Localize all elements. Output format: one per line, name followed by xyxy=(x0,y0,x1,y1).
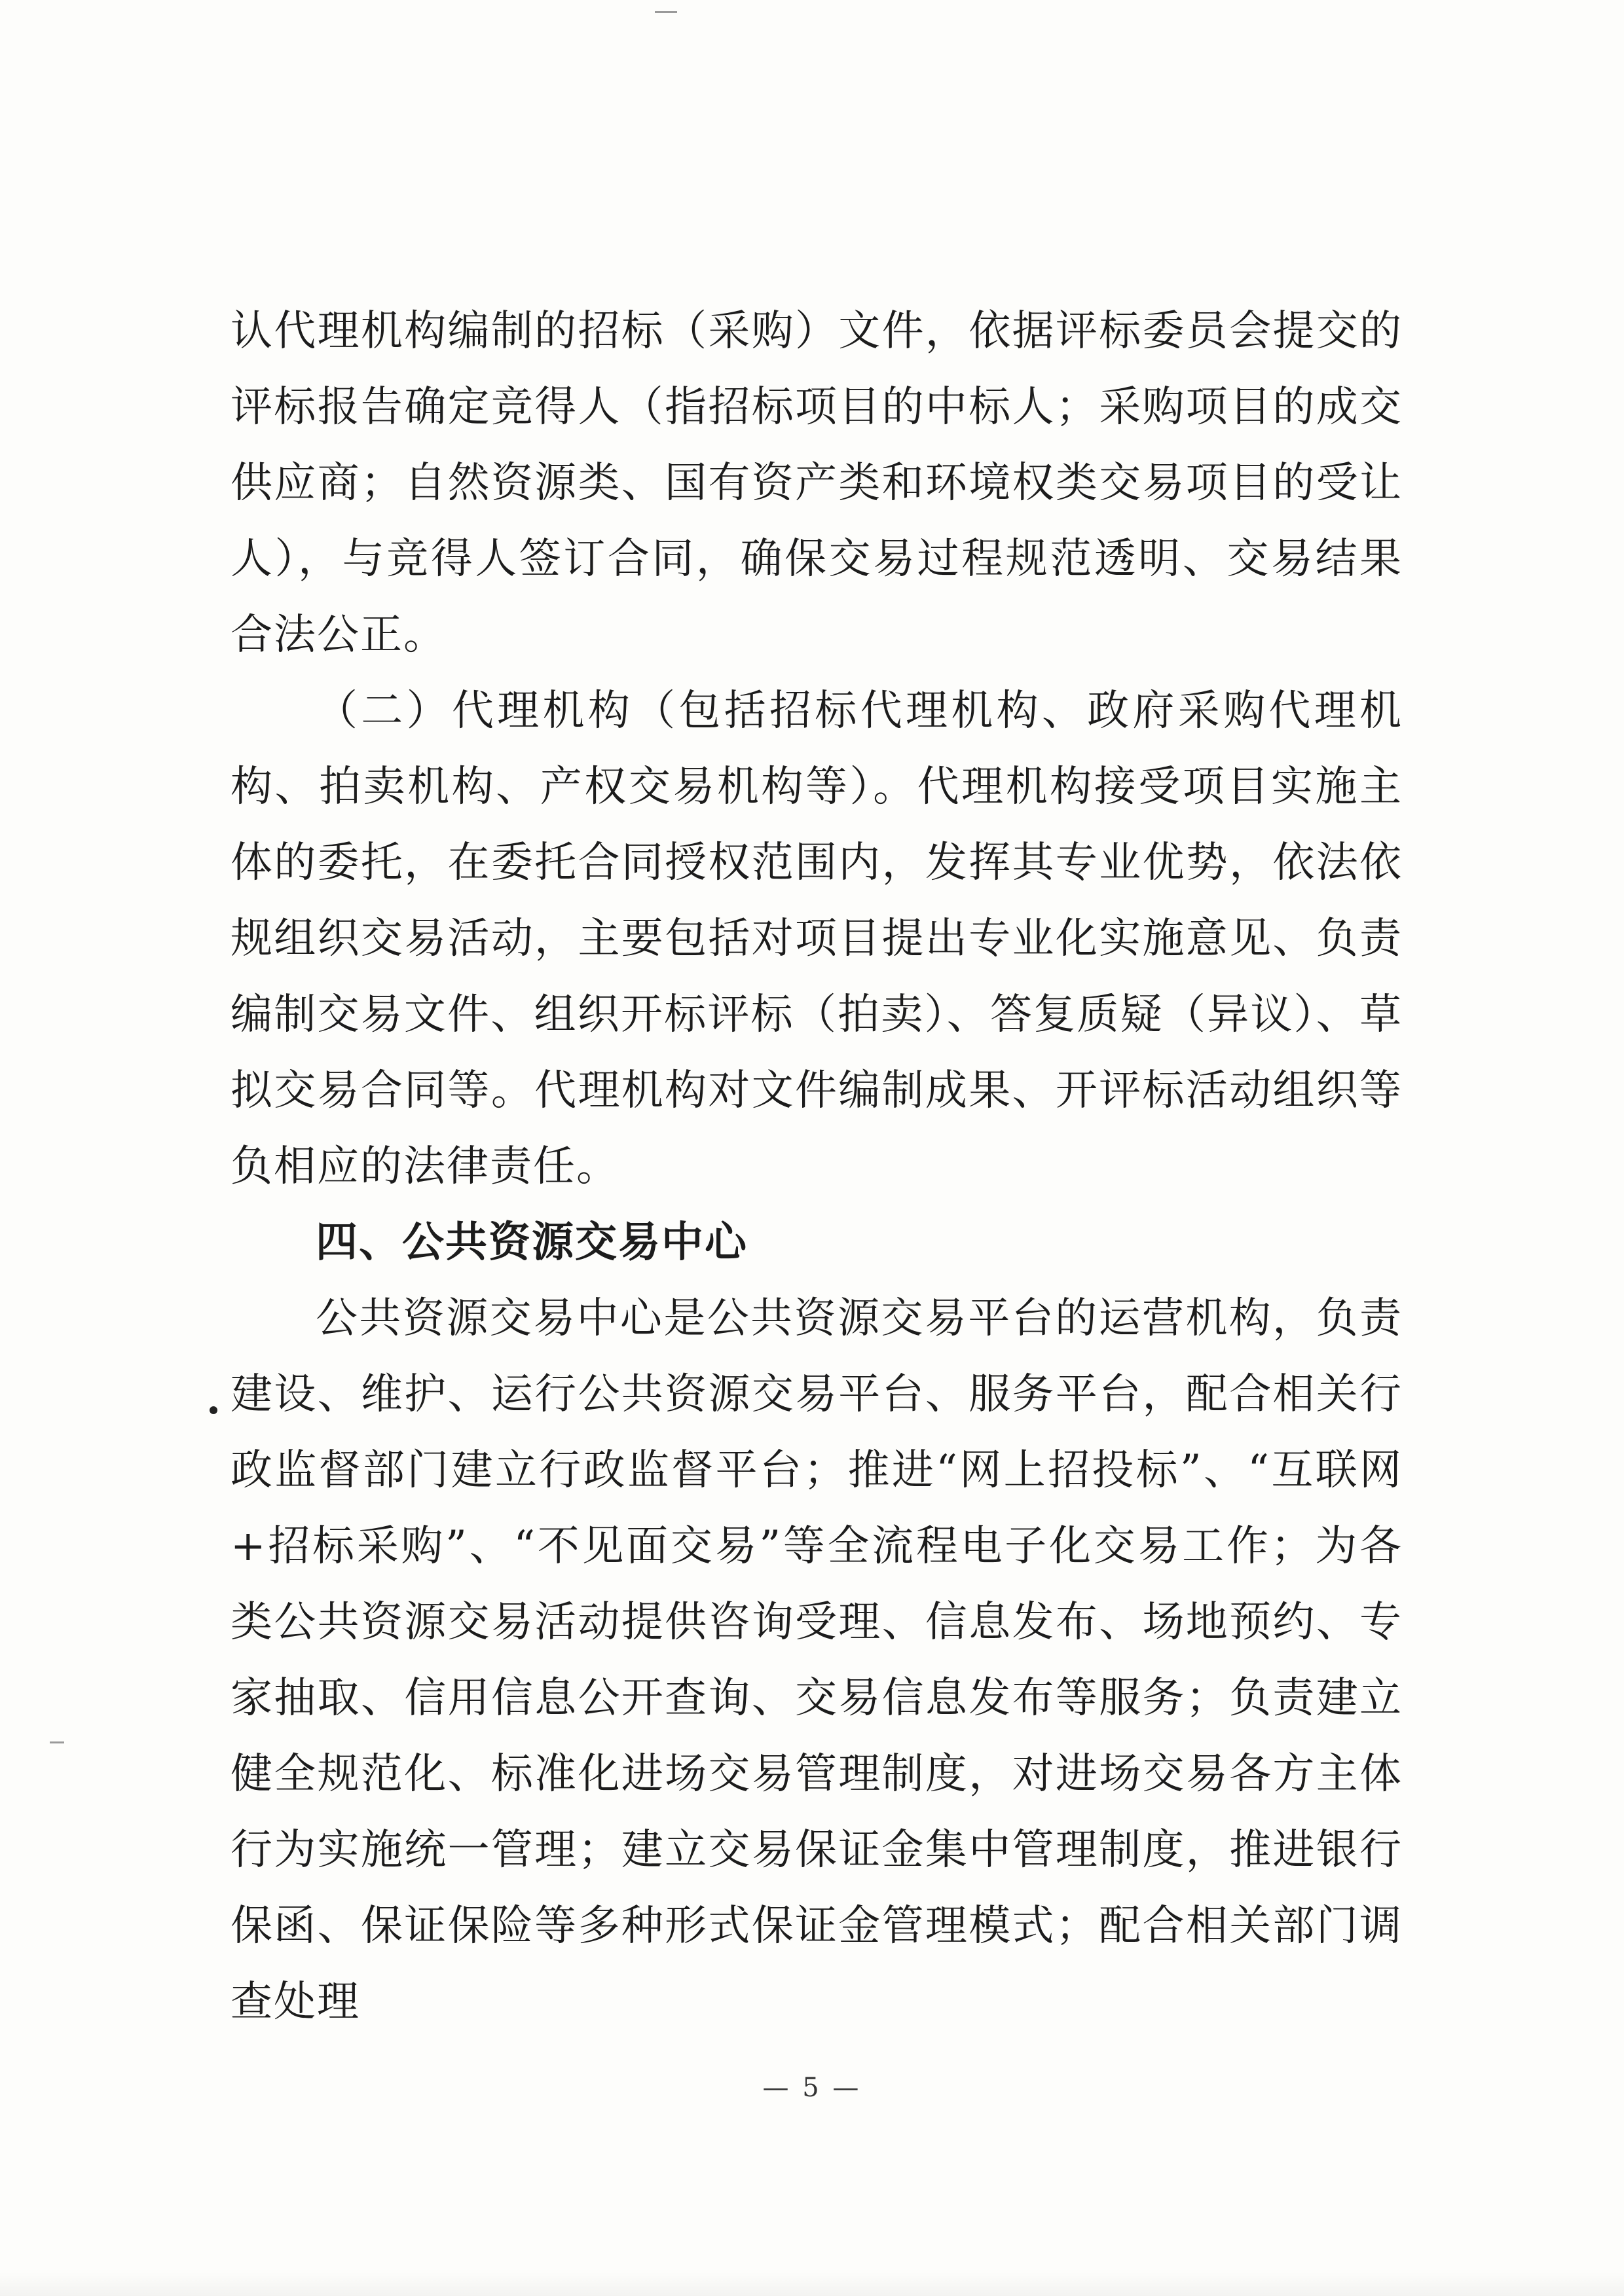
paragraph-trading-center-duties: 公共资源交易中心是公共资源交易平台的运营机构，负责建设、维护、运行公共资源交易平台、服务平台，配合相关行政监督部门建立行政监督平台；推进“网上招投标”、“互联网+招标采购”、“不见面交易”等全流程电子化交易工作；为各类公共资源交易活动提供咨询受理、信息发布、场地预约、专家抽取、信用信息公开查询、交易信息发布等服务；负责建立健全规范化、标准化进场交易管理制度，对进场交易各方主体行为实施统一管理；建立交易保证金集中管理制度，推进银行保函、保证保险等多种形式保证金管理模式；配合相关部门调查处理 xyxy=(231,1294,1403,2026)
section-heading-trading-center: 四、公共资源交易中心 xyxy=(316,1218,748,1267)
document-body xyxy=(231,293,1403,2040)
scan-artifact-top xyxy=(655,11,677,13)
page-number: — 5 — xyxy=(762,2073,862,2103)
paragraph-agency-role: （二）代理机构（包括招标代理机构、政府采购代理机构、拍卖机构、产权交易机构等）。代理机构接受项目实施主体的委托，在委托合同授权范围内，发挥其专业优势，依法依规组织交易活动，主要包括对项目提出专业化实施意见、负责编制交易文件、组织开标评标（拍卖）、答复质疑（异议）、草拟交易合同等。代理机构对文件编制成果、开评标活动组织等负相应的法律责任。 xyxy=(231,687,1403,1191)
scan-artifact-left xyxy=(50,1741,64,1743)
scan-bottom-edge xyxy=(0,2272,1624,2296)
paragraph-agency-confirmation: 认代理机构编制的招标（采购）文件，依据评标委员会提交的评标报告确定竞得人（指招标项目的中标人；采购项目的成交供应商；自然资源类、国有资产类和环境权类交易项目的受让人），与竞得人签订合同，确保交易过程规范透明、交易结果合法公正。 xyxy=(231,307,1403,659)
margin-dot-mark xyxy=(210,1406,217,1414)
